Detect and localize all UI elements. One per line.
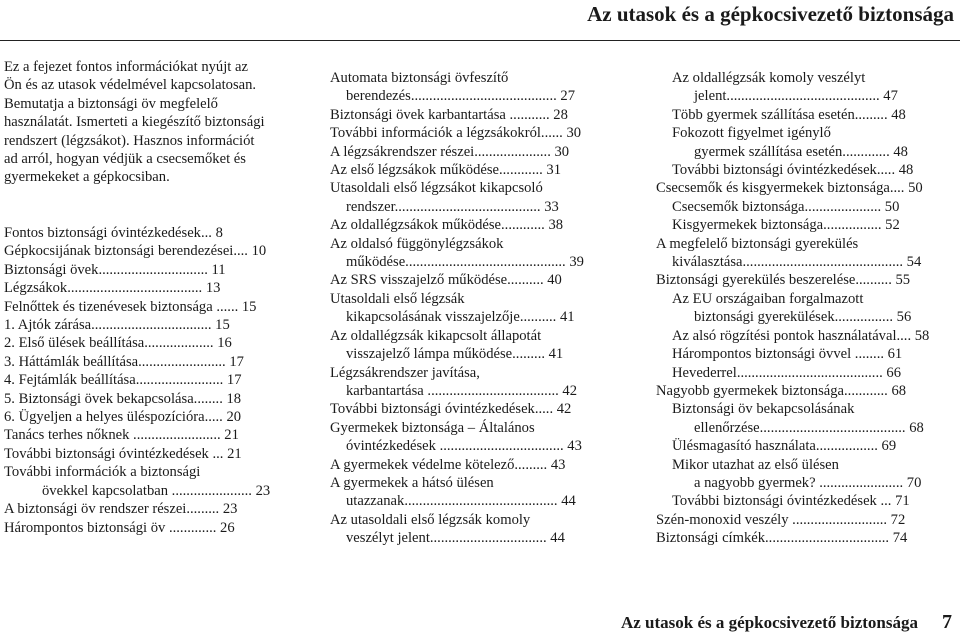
toc-entry[interactable]: További biztonsági óvintézkedések..... 42	[330, 401, 572, 418]
toc-column-1	[4, 224, 280, 537]
toc-entry[interactable]: További információk a légzsákokról...... 30	[330, 125, 582, 142]
footer-title: Az utasok és a gépkocsivezető biztonsága	[620, 613, 918, 632]
toc-entry[interactable]: Fokozott figyelmet igénylő	[672, 125, 831, 142]
toc-entry[interactable]: További biztonsági óvintézkedések..... 48	[672, 162, 914, 179]
toc-entry[interactable]: 4. Fejtámlák beállítása........................ 17	[4, 372, 242, 389]
toc-entry[interactable]: Tanács terhes nőknek ........................ 21	[4, 427, 239, 444]
toc-entry[interactable]: További biztonsági óvintézkedések ... 21	[4, 445, 242, 462]
intro-line: gyermekeket a gépkocsiban.	[4, 169, 170, 186]
toc-entry[interactable]: Biztonsági övek karbantartása ........... 28	[330, 106, 568, 123]
toc-entry[interactable]: Gépkocsijának biztonsági berendezései.... 10	[4, 243, 267, 260]
toc-entry[interactable]: Csecsemők és kisgyermekek biztonsága.... 50	[656, 180, 923, 197]
toc-column-3	[656, 69, 954, 548]
toc-entry[interactable]: Utasoldali első légzsák	[330, 290, 465, 307]
toc-entry[interactable]: biztonsági gyerekülések................ 56	[694, 309, 912, 326]
toc-entry[interactable]: 5. Biztonsági övek bekapcsolása........ 18	[4, 390, 242, 407]
toc-entry[interactable]: Az első légzsákok működése............ 31	[330, 162, 562, 179]
toc-entry[interactable]: 1. Ajtók zárása................................. 15	[4, 317, 230, 334]
toc-entry[interactable]: Hárompontos biztonsági övvel ........ 61	[672, 346, 903, 363]
toc-entry[interactable]: visszajelző lámpa működése......... 41	[346, 346, 564, 363]
toc-entry[interactable]: gyermek szállítása esetén............. 48	[694, 143, 908, 160]
toc-entry[interactable]: Biztonsági gyerekülés beszerelése.......... 55	[656, 272, 911, 289]
toc-entry[interactable]: Az utasoldali első légzsák komoly	[330, 511, 531, 528]
toc-entry[interactable]: További biztonsági óvintézkedések ... 71	[672, 493, 910, 510]
toc-entry[interactable]: Az alsó rögzítési pontok használatával.... 58	[672, 327, 930, 344]
intro-line: használatát. Ismerteti a kiegészítő biztonsági	[4, 114, 265, 131]
toc-entry[interactable]: A megfelelő biztonsági gyerekülés	[656, 235, 859, 252]
toc-entry[interactable]: További információk a biztonsági	[4, 464, 201, 481]
toc-entry[interactable]: Légzsákok..................................... 13	[4, 280, 221, 297]
toc-entry[interactable]: Fontos biztonsági óvintézkedések... 8	[4, 225, 223, 241]
toc-entry[interactable]: Az EU országaiban forgalmazott	[672, 290, 864, 307]
toc-entry[interactable]: Az SRS visszajelző működése.......... 40	[330, 272, 562, 289]
toc-entry[interactable]: Mikor utazhat az első ülésen	[672, 456, 839, 473]
toc-entry[interactable]: Gyermekek biztonsága – Általános	[330, 419, 535, 436]
toc-entry[interactable]: a nagyobb gyermek? ....................... 70	[694, 474, 922, 491]
toc-entry[interactable]: Nagyobb gyermekek biztonsága............ 68	[656, 382, 907, 399]
toc-entry[interactable]: Az oldallégzsákok működése............ 38	[330, 217, 564, 234]
toc-entry[interactable]: Automata biztonsági övfeszítő	[330, 70, 509, 86]
toc-entry[interactable]: Több gyermek szállítása esetén......... 48	[672, 106, 906, 123]
toc-entry[interactable]: Hevederrel........................................ 66	[672, 364, 901, 381]
toc-column-2	[330, 69, 626, 548]
toc-entry[interactable]: övekkel kapcsolatban ...................... 23	[42, 482, 271, 499]
toc-entry[interactable]: Felnőttek és tizenévesek biztonsága ...... 15	[4, 298, 257, 315]
toc-entry[interactable]: Hárompontos biztonsági öv ............. 26	[4, 519, 235, 536]
toc-entry[interactable]: Az oldallégzsák kikapcsolt állapotát	[330, 327, 542, 344]
page-header	[0, 0, 960, 41]
toc-entry[interactable]: Kisgyermekek biztonsága................ 52	[672, 217, 900, 234]
toc-entry[interactable]: Biztonsági címkék.................................. 74	[656, 530, 908, 547]
toc-entry[interactable]: 6. Ügyeljen a helyes üléspozícióra..... 20	[4, 409, 242, 426]
toc-entry[interactable]: A gyermekek a hátsó ülésen	[330, 474, 494, 491]
toc-entry[interactable]: veszélyt jelent................................ 44	[346, 530, 565, 547]
toc-entry[interactable]: rendszer........................................ 33	[346, 198, 559, 215]
toc-entry[interactable]: berendezés........................................ 27	[346, 88, 575, 105]
toc-entry[interactable]: A légzsákrendszer részei..................... 30	[330, 143, 570, 160]
toc-entry[interactable]: Biztonsági övek.............................. 11	[4, 261, 226, 278]
toc-entry[interactable]: ellenőrzése........................................ 68	[694, 419, 924, 436]
toc-entry[interactable]: kiválasztása............................................ 54	[672, 254, 922, 271]
toc-entry[interactable]: Az oldallégzsák komoly veszélyt	[672, 70, 866, 86]
toc-entry[interactable]: Biztonsági öv bekapcsolásának	[672, 401, 855, 418]
toc-entry[interactable]: Csecsemők biztonsága..................... 50	[672, 198, 900, 215]
intro-line: rendszert (légzsákot). Hasznos információt	[4, 132, 255, 149]
toc-entry[interactable]: Szén-monoxid veszély .......................... 72	[656, 511, 906, 528]
toc-entry[interactable]: Az oldalsó függönylégzsákok	[330, 235, 504, 252]
toc-entry[interactable]: 3. Háttámlák beállítása........................ 17	[4, 353, 244, 370]
toc-entry[interactable]: Utasoldali első légzsákot kikapcsoló	[330, 180, 543, 197]
toc-entry[interactable]: kikapcsolásának visszajelzője.......... 41	[346, 309, 575, 326]
page-number: 7	[942, 611, 952, 633]
toc-entry[interactable]: utazzanak.......................................... 44	[346, 493, 576, 510]
toc-entry[interactable]: A gyermekek védelme kötelező......... 43	[330, 456, 566, 473]
toc-entry[interactable]: Ülésmagasító használata................. 69	[672, 438, 897, 455]
toc-entry[interactable]: 2. Első ülések beállítása................... 16	[4, 335, 232, 352]
page-footer	[621, 611, 952, 634]
intro-line: ad arról, hogyan védjük a csecsemőket és	[4, 151, 246, 168]
intro-line: Bemutatja a biztonsági öv megfelelő	[4, 95, 218, 112]
toc-entry[interactable]: jelent.......................................... 47	[694, 88, 898, 105]
toc-entry[interactable]: Légzsákrendszer javítása,	[330, 364, 480, 381]
chapter-intro	[4, 58, 304, 187]
intro-line: Ön és az utasok védelmével kapcsolatosan.	[4, 77, 257, 94]
toc-entry[interactable]: óvintézkedések .................................. 43	[346, 438, 582, 455]
header-title: Az utasok és a gépkocsivezető biztonsága	[587, 2, 954, 26]
toc-entry[interactable]: A biztonsági öv rendszer részei......... 23	[4, 501, 238, 518]
intro-line: Ez a fejezet fontos információkat nyújt az	[4, 59, 248, 75]
toc-entry[interactable]: működése............................................ 39	[346, 254, 584, 271]
toc-entry[interactable]: karbantartása .................................... 42	[346, 382, 578, 399]
